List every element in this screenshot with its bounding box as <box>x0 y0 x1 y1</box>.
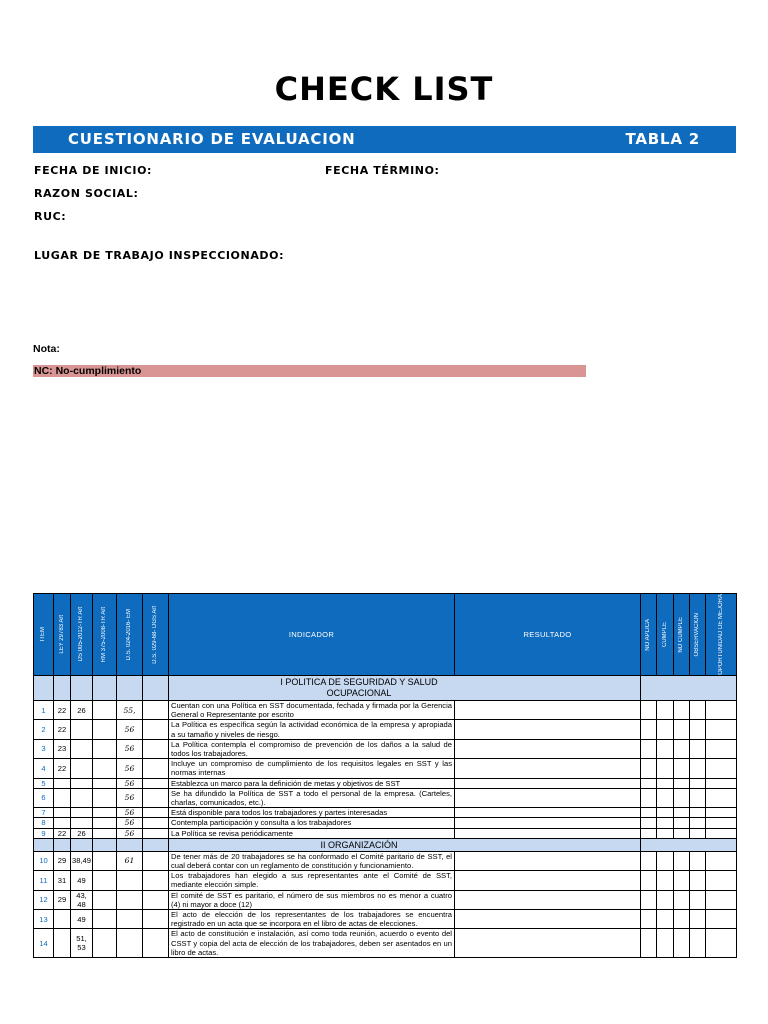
nc-legend: NC: No-cumplimiento <box>33 365 586 377</box>
col-oportunidad: OPORTUNIDAD DE MEJORA <box>706 594 737 676</box>
col-item: ITEM <box>34 594 54 676</box>
resultado-cell[interactable] <box>455 720 641 739</box>
oportunidad-cell[interactable] <box>706 778 737 788</box>
indicador-text: Los trabajadores han elegido a sus representantes ante el Comité de SST, mediante elección simple. <box>169 871 455 890</box>
cumple-cell[interactable] <box>657 890 674 909</box>
observacion-cell[interactable] <box>690 871 706 890</box>
resultado-cell[interactable] <box>455 739 641 758</box>
cumple-cell[interactable] <box>657 700 674 719</box>
ley-ref: 23 <box>54 739 71 758</box>
no-aplica-cell[interactable] <box>641 929 657 958</box>
ley-ref: 22 <box>54 700 71 719</box>
resultado-cell[interactable] <box>455 759 641 778</box>
ley-ref <box>54 929 71 958</box>
no-aplica-cell[interactable] <box>641 851 657 870</box>
observacion-cell[interactable] <box>690 909 706 928</box>
ds024-ref: 61 <box>117 851 143 870</box>
rm-ref <box>93 720 117 739</box>
ds029-ref <box>143 828 169 838</box>
no-cumple-cell[interactable] <box>674 909 690 928</box>
lugar-label: LUGAR DE TRABAJO INSPECCIONADO: <box>34 249 285 262</box>
ds-ref: 38,49 <box>71 851 93 870</box>
ds-ref: 43, 48 <box>71 890 93 909</box>
col-indicador: INDICADOR <box>169 594 455 676</box>
table-header <box>34 594 737 676</box>
ley-ref: 31 <box>54 871 71 890</box>
ds-ref <box>71 759 93 778</box>
no-cumple-cell[interactable] <box>674 871 690 890</box>
section-title: II ORGANIZACIÓN <box>169 838 641 851</box>
ds-ref <box>71 818 93 828</box>
ley-ref: 22 <box>54 828 71 838</box>
no-cumple-cell[interactable] <box>674 759 690 778</box>
no-aplica-cell[interactable] <box>641 871 657 890</box>
rm-ref <box>93 759 117 778</box>
item-number: 2 <box>34 720 54 739</box>
item-number: 12 <box>34 890 54 909</box>
table-row <box>34 909 737 928</box>
item-number: 10 <box>34 851 54 870</box>
no-cumple-cell[interactable] <box>674 929 690 958</box>
no-aplica-cell[interactable] <box>641 788 657 807</box>
ds-ref: 49 <box>71 909 93 928</box>
no-cumple-cell[interactable] <box>674 818 690 828</box>
ley-ref <box>54 909 71 928</box>
table-row <box>34 778 737 788</box>
indicador-text: La Política es específica según la actividad económica de la empresa y apropiada a su tamaño y niveles de riesgo. <box>169 720 455 739</box>
cumple-cell[interactable] <box>657 788 674 807</box>
fecha-termino-label: FECHA TÉRMINO: <box>325 164 440 177</box>
no-aplica-cell[interactable] <box>641 828 657 838</box>
ds029-ref <box>143 720 169 739</box>
ds029-ref <box>143 739 169 758</box>
observacion-cell[interactable] <box>690 890 706 909</box>
ds029-ref <box>143 788 169 807</box>
cumple-cell[interactable] <box>657 871 674 890</box>
indicador-text: La Política contempla el compromiso de prevención de los daños a la salud de todos los trabajadores. <box>169 739 455 758</box>
ds024-ref <box>117 909 143 928</box>
ley-ref: 22 <box>54 720 71 739</box>
ds024-ref <box>117 929 143 958</box>
indicador-text: De tener más de 20 trabajadores se ha conformado el Comité paritario de SST, el cual deberá contar con un reglamento de constitución y funcionamiento. <box>169 851 455 870</box>
ds024-ref: 56 <box>117 788 143 807</box>
ds029-ref <box>143 890 169 909</box>
resultado-cell[interactable] <box>455 871 641 890</box>
ds-ref <box>71 739 93 758</box>
cumple-cell[interactable] <box>657 720 674 739</box>
razon-social-label: RAZON SOCIAL: <box>34 187 139 200</box>
oportunidad-cell[interactable] <box>706 909 737 928</box>
resultado-cell[interactable] <box>455 700 641 719</box>
col-rm: RM 375-2008-TR Art <box>93 594 117 676</box>
col-observacion: OBSERVACION <box>690 594 706 676</box>
oportunidad-cell[interactable] <box>706 818 737 828</box>
no-aplica-cell[interactable] <box>641 909 657 928</box>
no-cumple-cell[interactable] <box>674 788 690 807</box>
indicador-text: El comité de SST es paritario, el número de sus miembros no es menor a cuatro (4) ni mayor a doce (12) <box>169 890 455 909</box>
table-label: TABLA 2 <box>625 130 700 148</box>
observacion-cell[interactable] <box>690 818 706 828</box>
observacion-cell[interactable] <box>690 929 706 958</box>
cumple-cell[interactable] <box>657 851 674 870</box>
table-row <box>34 788 737 807</box>
checklist-table <box>33 593 737 958</box>
cumple-cell[interactable] <box>657 739 674 758</box>
indicador-text: Está disponible para todos los trabajadores y partes interesadas <box>169 808 455 818</box>
observacion-cell[interactable] <box>690 720 706 739</box>
resultado-cell[interactable] <box>455 808 641 818</box>
col-ds024: D.S. 024-2016- EM <box>117 594 143 676</box>
indicador-text: El acto de elección de los representantes de los trabajadores se encuentra registrado en un acta que se incorpora en el libro de actas de elecciones. <box>169 909 455 928</box>
ds-ref <box>71 720 93 739</box>
ley-ref: 29 <box>54 851 71 870</box>
oportunidad-cell[interactable] <box>706 759 737 778</box>
item-number: 8 <box>34 818 54 828</box>
no-aplica-cell[interactable] <box>641 720 657 739</box>
no-cumple-cell[interactable] <box>674 808 690 818</box>
no-aplica-cell[interactable] <box>641 778 657 788</box>
observacion-cell[interactable] <box>690 700 706 719</box>
ds029-ref <box>143 851 169 870</box>
resultado-cell[interactable] <box>455 851 641 870</box>
indicador-text: Establezca un marco para la definición de metas y objetivos de SST <box>169 778 455 788</box>
ds029-ref <box>143 909 169 928</box>
indicador-text: La Política se revisa periódicamente <box>169 828 455 838</box>
resultado-cell[interactable] <box>455 929 641 958</box>
col-resultado: RESULTADO <box>455 594 641 676</box>
ds029-ref <box>143 759 169 778</box>
cumple-cell[interactable] <box>657 828 674 838</box>
rm-ref <box>93 890 117 909</box>
col-ds: DS 005-2012-TR Art <box>71 594 93 676</box>
ds024-ref: 56 <box>117 778 143 788</box>
oportunidad-cell[interactable] <box>706 871 737 890</box>
item-number: 1 <box>34 700 54 719</box>
header-bar <box>33 126 736 153</box>
ds-ref <box>71 788 93 807</box>
col-ds029: D.S. 029-68- DGS Art <box>143 594 169 676</box>
indicador-text: Contempla participación y consulta a los trabajadores <box>169 818 455 828</box>
ds029-ref <box>143 700 169 719</box>
ds-ref <box>71 778 93 788</box>
oportunidad-cell[interactable] <box>706 788 737 807</box>
table-row <box>34 720 737 739</box>
resultado-cell[interactable] <box>455 890 641 909</box>
table-row <box>34 828 737 838</box>
table-row <box>34 739 737 758</box>
rm-ref <box>93 818 117 828</box>
no-cumple-cell[interactable] <box>674 851 690 870</box>
item-number: 5 <box>34 778 54 788</box>
oportunidad-cell[interactable] <box>706 739 737 758</box>
resultado-cell[interactable] <box>455 909 641 928</box>
no-cumple-cell[interactable] <box>674 739 690 758</box>
ds-ref: 26 <box>71 828 93 838</box>
oportunidad-cell[interactable] <box>706 828 737 838</box>
observacion-cell[interactable] <box>690 778 706 788</box>
rm-ref <box>93 778 117 788</box>
table-row <box>34 759 737 778</box>
fecha-inicio-label: FECHA DE INICIO: <box>34 164 153 177</box>
rm-ref <box>93 851 117 870</box>
observacion-cell[interactable] <box>690 851 706 870</box>
ley-ref <box>54 788 71 807</box>
no-cumple-cell[interactable] <box>674 828 690 838</box>
observacion-cell[interactable] <box>690 759 706 778</box>
col-no-cumple: NO CUMPLE <box>674 594 690 676</box>
oportunidad-cell[interactable] <box>706 720 737 739</box>
nota-label: Nota: <box>33 343 60 355</box>
page-title: CHECK LIST <box>274 70 494 108</box>
ruc-label: RUC: <box>34 210 67 223</box>
ds029-ref <box>143 871 169 890</box>
no-cumple-cell[interactable] <box>674 720 690 739</box>
cumple-cell[interactable] <box>657 808 674 818</box>
ley-ref <box>54 778 71 788</box>
rm-ref <box>93 929 117 958</box>
observacion-cell[interactable] <box>690 739 706 758</box>
rm-ref <box>93 871 117 890</box>
ds024-ref: 55, <box>117 700 143 719</box>
ds024-ref: 56 <box>117 759 143 778</box>
resultado-cell[interactable] <box>455 818 641 828</box>
col-ley: LEY 29783 Art <box>54 594 71 676</box>
ds-ref: 49 <box>71 871 93 890</box>
indicador-text: Incluye un compromiso de cumplimiento de los requisitos legales en SST y las normas internas <box>169 759 455 778</box>
table-row <box>34 851 737 870</box>
cumple-cell[interactable] <box>657 909 674 928</box>
oportunidad-cell[interactable] <box>706 700 737 719</box>
cumple-cell[interactable] <box>657 778 674 788</box>
ds024-ref: 56 <box>117 720 143 739</box>
section-row <box>34 675 737 700</box>
rm-ref <box>93 739 117 758</box>
resultado-cell[interactable] <box>455 788 641 807</box>
observacion-cell[interactable] <box>690 788 706 807</box>
ds024-ref: 56 <box>117 808 143 818</box>
section-row <box>34 838 737 851</box>
indicador-text: Cuentan con una Política en SST documentada, fechada y firmada por la Gerencia General o Representante por escrito <box>169 700 455 719</box>
ley-ref: 22 <box>54 759 71 778</box>
ds024-ref <box>117 871 143 890</box>
item-number: 7 <box>34 808 54 818</box>
no-aplica-cell[interactable] <box>641 759 657 778</box>
cumple-cell[interactable] <box>657 759 674 778</box>
rm-ref <box>93 909 117 928</box>
ds029-ref <box>143 808 169 818</box>
ds-ref <box>71 808 93 818</box>
ley-ref <box>54 808 71 818</box>
table-row <box>34 929 737 958</box>
ley-ref <box>54 818 71 828</box>
observacion-cell[interactable] <box>690 828 706 838</box>
oportunidad-cell[interactable] <box>706 929 737 958</box>
ley-ref: 29 <box>54 890 71 909</box>
rm-ref <box>93 808 117 818</box>
item-number: 6 <box>34 788 54 807</box>
ds029-ref <box>143 778 169 788</box>
item-number: 9 <box>34 828 54 838</box>
no-aplica-cell[interactable] <box>641 890 657 909</box>
no-aplica-cell[interactable] <box>641 808 657 818</box>
cumple-cell[interactable] <box>657 818 674 828</box>
ds-ref: 51, 53 <box>71 929 93 958</box>
no-cumple-cell[interactable] <box>674 890 690 909</box>
item-number: 14 <box>34 929 54 958</box>
table-row <box>34 808 737 818</box>
ds024-ref: 56 <box>117 739 143 758</box>
ds024-ref <box>117 890 143 909</box>
item-number: 11 <box>34 871 54 890</box>
col-no-aplica: NO APLICA <box>641 594 657 676</box>
item-number: 13 <box>34 909 54 928</box>
table-row <box>34 871 737 890</box>
observacion-cell[interactable] <box>690 808 706 818</box>
ds024-ref: 56 <box>117 828 143 838</box>
indicador-text: Se ha difundido la Política de SST a todo el personal de la empresa. (Carteles, charlas, comunicados, etc.). <box>169 788 455 807</box>
item-number: 3 <box>34 739 54 758</box>
oportunidad-cell[interactable] <box>706 890 737 909</box>
rm-ref <box>93 788 117 807</box>
questionnaire-title: CUESTIONARIO DE EVALUACION <box>68 130 356 148</box>
resultado-cell[interactable] <box>455 828 641 838</box>
table-row <box>34 700 737 719</box>
ds029-ref <box>143 818 169 828</box>
ds024-ref: 56 <box>117 818 143 828</box>
resultado-cell[interactable] <box>455 778 641 788</box>
no-cumple-cell[interactable] <box>674 778 690 788</box>
oportunidad-cell[interactable] <box>706 851 737 870</box>
table-row <box>34 890 737 909</box>
no-aplica-cell[interactable] <box>641 739 657 758</box>
cumple-cell[interactable] <box>657 929 674 958</box>
no-aplica-cell[interactable] <box>641 700 657 719</box>
no-cumple-cell[interactable] <box>674 700 690 719</box>
ds-ref: 26 <box>71 700 93 719</box>
no-aplica-cell[interactable] <box>641 818 657 828</box>
rm-ref <box>93 700 117 719</box>
table-row <box>34 818 737 828</box>
item-number: 4 <box>34 759 54 778</box>
indicador-text: El acto de constitución e instalación, así como toda reunión, acuerdo o evento del CSST y copia del acta de elección de los trabajadores, deben ser asentados en un libro de actas. <box>169 929 455 958</box>
col-cumple: CUMPLE <box>657 594 674 676</box>
oportunidad-cell[interactable] <box>706 808 737 818</box>
ds029-ref <box>143 929 169 958</box>
rm-ref <box>93 828 117 838</box>
section-title: I POLITICA DE SEGURIDAD Y SALUD OCUPACIONAL <box>169 675 641 700</box>
